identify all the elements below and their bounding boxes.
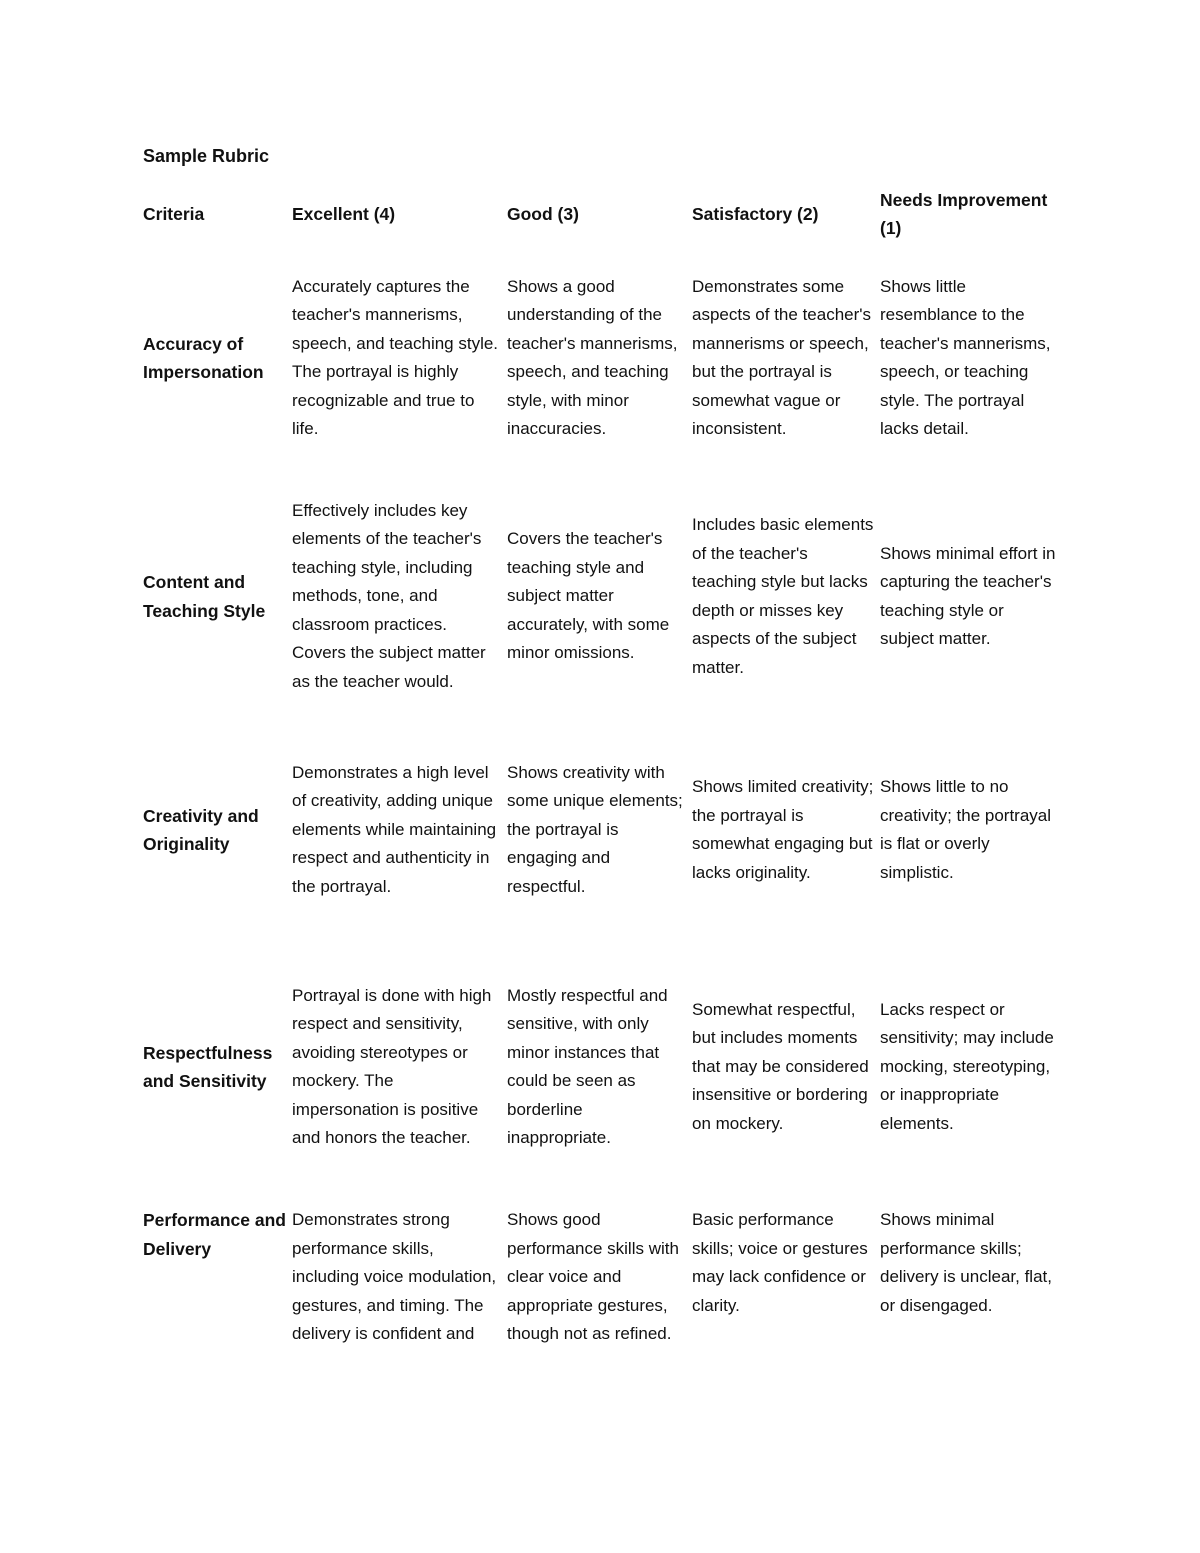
criterion-label: Respectfulness and Sensitivity — [143, 1042, 273, 1091]
criterion-label: Performance and Delivery — [143, 1210, 286, 1259]
criterion-label: Accuracy of Impersonation — [143, 333, 264, 382]
table-row — [143, 472, 1063, 721]
descriptor-cell: Shows limited creativity; the portrayal is somewhat engaging but lacks originality. — [692, 777, 874, 882]
descriptor-cell: Shows little resemblance to the teacher's mannerisms, speech, or teaching style. The portrayal lacks detail. — [880, 276, 1051, 438]
table-row — [143, 939, 1063, 1195]
table-row — [143, 721, 1063, 939]
criterion-label: Content and Teaching Style — [143, 572, 266, 621]
descriptor-cell: Shows minimal effort in capturing the teacher's teaching style or subject matter. — [880, 543, 1056, 648]
descriptor-cell: Mostly respectful and sensitive, with only minor instances that could be seen as borderline inappropriate. — [507, 985, 668, 1147]
header-criteria: Criteria — [143, 203, 205, 224]
descriptor-cell: Basic performance skills; voice or gestures may lack confidence or clarity. — [692, 1210, 868, 1315]
table-row — [143, 244, 1063, 472]
rubric-table — [143, 184, 1063, 1385]
descriptor-cell: Demonstrates strong performance skills, including voice modulation, gestures, and timing. The delivery is confident and — [292, 1210, 497, 1343]
descriptor-cell: Shows minimal performance skills; delivery is unclear, flat, or disengaged. — [880, 1210, 1052, 1315]
descriptor-cell: Shows a good understanding of the teacher's mannerisms, speech, and teaching style, with minor inaccuracies. — [507, 276, 678, 438]
descriptor-cell: Includes basic elements of the teacher's teaching style but lacks depth or misses key aspects of the subject matter. — [692, 515, 874, 677]
descriptor-cell: Covers the teacher's teaching style and subject matter accurately, with some minor omissions. — [507, 529, 670, 663]
descriptor-cell: Portrayal is done with high respect and sensitivity, avoiding stereotypes or mockery. The impersonation is positive and honors the teacher. — [292, 985, 492, 1147]
header-level-needs-improvement: Needs Improvement (1) — [880, 189, 1048, 238]
descriptor-cell: Lacks respect or sensitivity; may include mocking, stereotyping, or inappropriate elements. — [880, 999, 1054, 1133]
document-title: Sample Rubric — [143, 146, 270, 166]
descriptor-cell: Shows good performance skills with clear voice and appropriate gestures, though not as refined. — [507, 1210, 679, 1343]
descriptor-cell: Demonstrates a high level of creativity, adding unique elements while maintaining respect and authenticity in the portrayal. — [292, 762, 497, 896]
header-level-satisfactory: Satisfactory (2) — [692, 203, 819, 224]
header-level-excellent: Excellent (4) — [292, 203, 396, 224]
table-header-row — [143, 184, 1063, 244]
descriptor-cell: Demonstrates some aspects of the teacher's mannerisms or speech, but the portrayal is somewhat vague or inconsistent. — [692, 276, 872, 438]
descriptor-cell: Shows little to no creativity; the portrayal is flat or overly simplistic. — [880, 777, 1052, 882]
criterion-label: Creativity and Originality — [143, 805, 259, 854]
table-row — [143, 1195, 1063, 1385]
descriptor-cell: Effectively includes key elements of the teacher's teaching style, including methods, tone, and classroom practices. Covers the subject matter as the teacher would. — [292, 500, 486, 691]
descriptor-cell: Somewhat respectful, but includes moments that may be considered insensitive or bordering on mockery. — [692, 999, 869, 1133]
descriptor-cell: Shows creativity with some unique elements; the portrayal is engaging and respectful. — [507, 762, 683, 896]
header-level-good: Good (3) — [507, 203, 579, 224]
descriptor-cell: Accurately captures the teacher's mannerisms, speech, and teaching style. The portrayal is highly recognizable and true to life. — [292, 276, 499, 438]
